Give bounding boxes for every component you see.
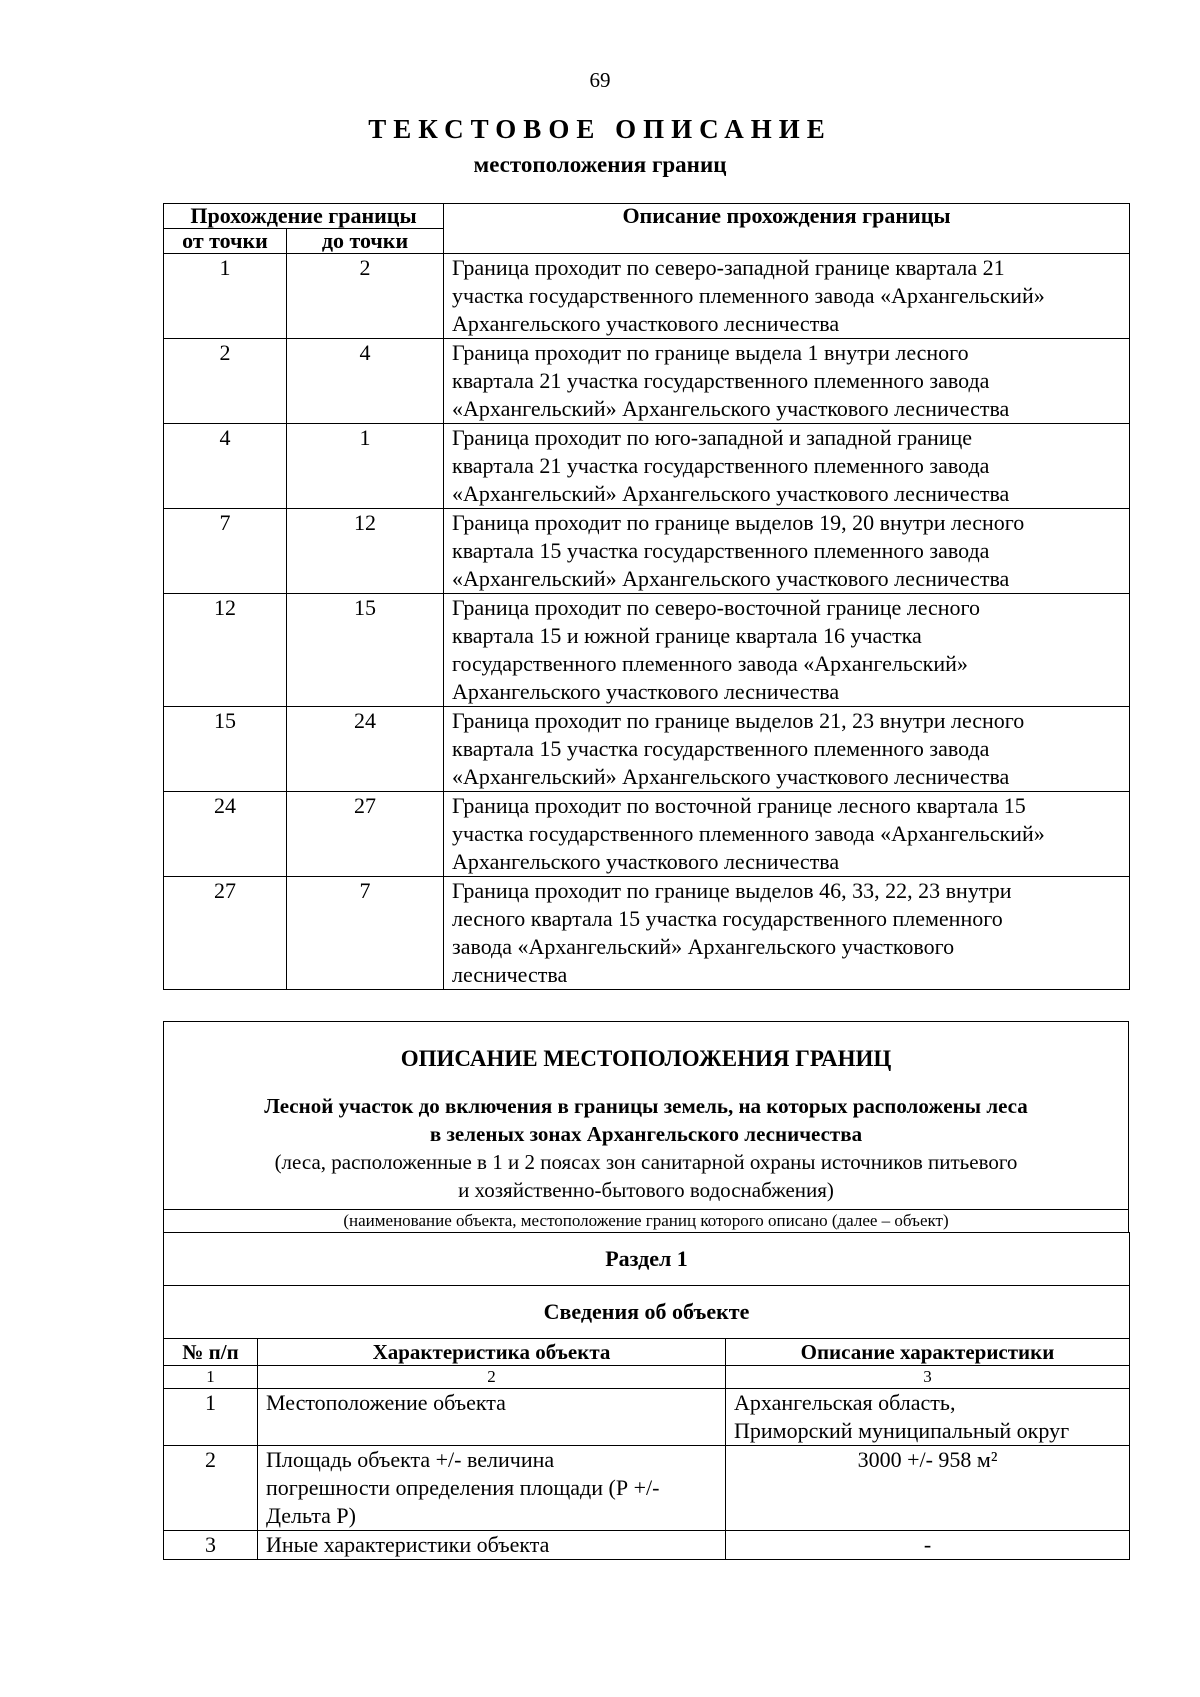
boundary-row	[164, 594, 1130, 707]
description-line: Архангельского участкового лесничества	[452, 849, 840, 874]
description-line: «Архангельский» Архангельского участкового лесничества	[452, 396, 1010, 421]
from-point-cell: 15	[164, 707, 287, 792]
description-line: Граница проходит по северо-восточной границе лесного	[452, 595, 981, 620]
from-point-cell: 1	[164, 254, 287, 339]
header-number: № п/п	[164, 1339, 258, 1366]
document-title: ТЕКСТОВОЕ ОПИСАНИЕ	[368, 114, 832, 144]
section-title: Раздел 1	[164, 1233, 1130, 1286]
row-number-cell: 3	[164, 1531, 258, 1560]
characteristic-line: погрешности определения площади (Р +/-	[266, 1475, 660, 1500]
object-note-line: и хозяйственно-бытового водоснабжения)	[458, 1178, 834, 1202]
characteristic-line: Площадь объекта +/- величина	[266, 1447, 555, 1472]
description-line: Граница проходит по юго-западной и западной границе	[452, 425, 973, 450]
from-point-cell: 27	[164, 877, 287, 990]
boundary-row	[164, 877, 1130, 990]
characteristic-description-cell	[726, 1531, 1130, 1560]
description-cell	[444, 877, 1130, 990]
description-line: квартала 21 участка государственного племенного завода	[452, 368, 990, 393]
description-line: участка государственного племенного завода «Архангельский»	[452, 821, 1045, 846]
boundary-table	[163, 203, 1130, 990]
description-line: «Архангельский» Архангельского участкового лесничества	[452, 481, 1010, 506]
description-line: «Архангельский» Архангельского участкового лесничества	[452, 566, 1010, 591]
boundary-row	[164, 792, 1130, 877]
description-line: лесничества	[452, 962, 568, 987]
characteristic-description-line: -	[923, 1532, 932, 1557]
row-number-cell: 1	[164, 1389, 258, 1446]
object-name	[164, 1092, 1128, 1148]
description-cell	[444, 509, 1130, 594]
header-passage: Прохождение границы	[164, 204, 444, 229]
description-line: Граница проходит по границе выделов 21, 23 внутри лесного	[452, 708, 1025, 733]
characteristic-description-cell	[726, 1446, 1130, 1531]
description-cell	[444, 424, 1130, 509]
to-point-cell: 4	[287, 339, 444, 424]
characteristic-description-line: Приморский муниципальный округ	[734, 1418, 1070, 1443]
description-line: «Архангельский» Архангельского участкового лесничества	[452, 764, 1010, 789]
from-point-cell: 12	[164, 594, 287, 707]
description-line: квартала 21 участка государственного племенного завода	[452, 453, 990, 478]
object-info-table	[163, 1232, 1130, 1560]
boundary-row	[164, 339, 1130, 424]
characteristic-cell	[258, 1446, 726, 1531]
description-line: Архангельского участкового лесничества	[452, 311, 840, 336]
characteristic-cell	[258, 1531, 726, 1560]
section-subtitle: Сведения об объекте	[164, 1286, 1130, 1339]
from-point-cell: 24	[164, 792, 287, 877]
object-name-line: в зеленых зонах Архангельского лесничества	[429, 1122, 863, 1146]
header-from-point: от точки	[164, 229, 287, 254]
description-line: участка государственного племенного завода «Архангельский»	[452, 283, 1045, 308]
characteristic-cell	[258, 1389, 726, 1446]
to-point-cell: 1	[287, 424, 444, 509]
header-description: Описание прохождения границы	[444, 204, 1130, 254]
info-row	[164, 1446, 1130, 1531]
description-line: квартала 15 и южной границе квартала 16 участка	[452, 623, 922, 648]
to-point-cell: 15	[287, 594, 444, 707]
description-line: государственного племенного завода «Архангельский»	[452, 651, 968, 676]
characteristic-line: Иные характеристики объекта	[266, 1532, 550, 1557]
object-note-line: (леса, расположенные в 1 и 2 поясах зон санитарной охраны источников питьевого	[274, 1150, 1018, 1174]
header-char-description: Описание характеристики	[726, 1339, 1130, 1366]
boundary-row	[164, 707, 1130, 792]
from-point-cell: 2	[164, 339, 287, 424]
description-line: квартала 15 участка государственного племенного завода	[452, 538, 990, 563]
object-name-line: Лесной участок до включения в границы земель, на которых расположены леса	[264, 1094, 1028, 1118]
description-cell	[444, 594, 1130, 707]
from-point-cell: 7	[164, 509, 287, 594]
index-cell: 3	[726, 1366, 1130, 1389]
header-to-point: до точки	[287, 229, 444, 254]
box-heading: ОПИСАНИЕ МЕСТОПОЛОЖЕНИЯ ГРАНИЦ	[400, 1046, 892, 1071]
header-characteristic: Характеристика объекта	[258, 1339, 726, 1366]
object-description-box	[163, 1021, 1129, 1233]
to-point-cell: 24	[287, 707, 444, 792]
object-caption: (наименование объекта, местоположение границ которого описано (далее – объект)	[164, 1209, 1128, 1232]
description-line: Граница проходит по восточной границе лесного квартала 15	[452, 793, 1026, 818]
characteristic-line: Дельта Р)	[266, 1503, 356, 1528]
row-number-cell: 2	[164, 1446, 258, 1531]
boundary-row	[164, 424, 1130, 509]
to-point-cell: 7	[287, 877, 444, 990]
description-cell	[444, 792, 1130, 877]
info-row	[164, 1531, 1130, 1560]
document-subtitle: местоположения границ	[473, 152, 727, 177]
description-line: Граница проходит по границе выделов 46, 33, 22, 23 внутри	[452, 878, 1012, 903]
characteristic-description-line: 3000 +/- 958 м²	[857, 1447, 998, 1472]
index-cell: 2	[258, 1366, 726, 1389]
boundary-row	[164, 254, 1130, 339]
boundary-row	[164, 509, 1130, 594]
page-number: 69	[589, 68, 611, 92]
characteristic-line: Местоположение объекта	[266, 1390, 506, 1415]
description-line: квартала 15 участка государственного племенного завода	[452, 736, 990, 761]
characteristic-description-cell	[726, 1389, 1130, 1446]
description-cell	[444, 707, 1130, 792]
to-point-cell: 27	[287, 792, 444, 877]
to-point-cell: 12	[287, 509, 444, 594]
characteristic-description-line: Архангельская область,	[734, 1390, 956, 1415]
description-line: Граница проходит по границе выдела 1 внутри лесного	[452, 340, 969, 365]
description-cell	[444, 254, 1130, 339]
description-line: завода «Архангельский» Архангельского участкового	[452, 934, 955, 959]
description-line: Архангельского участкового лесничества	[452, 679, 840, 704]
description-line: лесного квартала 15 участка государственного племенного	[452, 906, 1003, 931]
index-cell: 1	[164, 1366, 258, 1389]
object-note	[164, 1148, 1128, 1204]
description-cell	[444, 339, 1130, 424]
from-point-cell: 4	[164, 424, 287, 509]
description-line: Граница проходит по северо-западной границе квартала 21	[452, 255, 1005, 280]
to-point-cell: 2	[287, 254, 444, 339]
info-row	[164, 1389, 1130, 1446]
description-line: Граница проходит по границе выделов 19, 20 внутри лесного	[452, 510, 1025, 535]
